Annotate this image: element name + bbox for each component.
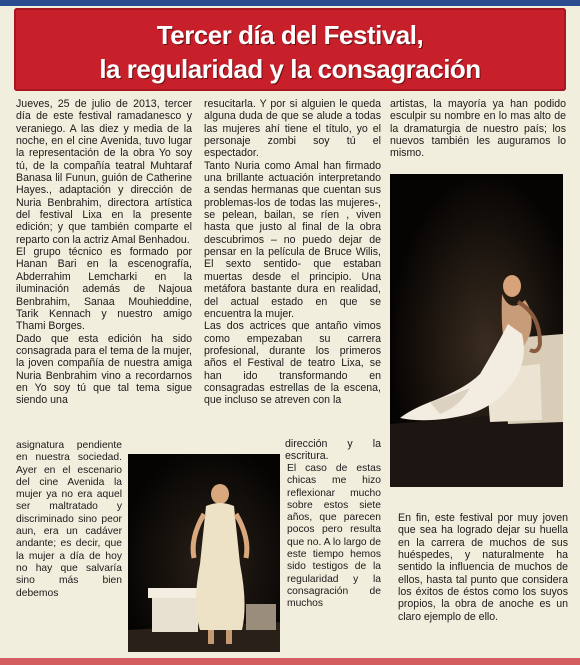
paragraph-direction: dirección y la escritura. [285,438,381,463]
title-line-1: Tercer día del Festival, [156,20,424,50]
column-1-narrow [16,440,122,600]
paragraph-reflection: El caso de estas chicas me hizo reflexionar mucho sobre estos siete años, que parecen pocos pero resulta que no. A lo largo de este tiempo hemos sido testigos de la regularidad y la consagración de muchos [287,463,381,610]
stage-photo-standing-actress [128,454,280,652]
paragraph-performance: Tanto Nuria como Amal han firmado una brillante actuación interpretando a sendas hermanas que cuentan sus problemas-los de todas las mujeres-, se pelean, bailan, se ríen , viven hasta que justo al final de la obra descubrimos – no puedo dejar de pensar en la película de Bruce Wilis, El sexto sentido- que estaban muertas desde el principio. Una metáfora bastante dura en realidad, del actual estado en que se encuentra la mujer. [204,159,381,320]
column-2-indent [285,438,381,463]
paragraph-resuscitate: resucitarla. Y por si alguien le queda alguna duda de que se alude a todas las mujeres ahí tiene el título, yo el personaje zombi soy tú el espectador. [204,98,381,160]
article-header [14,8,566,91]
column-2-narrow [287,463,381,611]
paragraph-intro: Jueves, 25 de julio de 2013, tercer día de este festival ramadanesco y veraniego. A las diez y media de la noche, en el cine Avenida, tuvo lugar la representación de la obra Yo soy tú, de la compañía teatral Muhtaraf Banasa lil Funun, guión de Catherine Hayes., adaptación y dirección de Nuria Benbrahim, directora artística del festival Lixa en la presente edición; y que también comparte el reparto con la actriz Amal Benhadou. [16,98,192,246]
paragraph-conclusion: En fin, este festival por muy joven que sea ha logrado dejar su huella en la carrera de muchos de sus huéspedes, y naturalmente ha sentido la influencia de muchos de ellos, hasta tal punto que considera los éxitos de éstos como los suyos propios, la obra de anoche es un claro ejemplo de ello. [398,512,568,623]
top-stripe [0,0,580,6]
column-1 [16,98,192,407]
paragraph-pending-subject: asignatura pendiente en nuestra sociedad. Ayer en el escenario del cine Avenida la mujer ya no era aquel ser maltratado y discriminado sino peor aun, era un cadáver andante; es decir, que la mujer a día de hoy no hay que salvaría sino más bien debemos [16,440,122,599]
stage-photo-seated-actress [390,174,563,487]
bottom-stripe [0,658,580,665]
paragraph-edition-theme: Dado que esta edición ha sido consagrada para el tema de la mujer, la joven compañía de nuestra amiga Nuria Benbrahim vino a recordarnos en Yo soy tú que tal tema sigue siendo una [16,332,192,407]
paragraph-technical-team: El grupo técnico es formado por Hanan Bari en la escenografía, Abderrahim Lemcharki en la iluminación además de Najoua Benbrahim, Sanaa Mouhieddine, Tarik Kennach y nuestro amigo Thami Borges. [16,246,192,333]
column-3-bottom [398,512,568,623]
paragraph-artists: artistas, la mayoría ya han podido esculpir su nombre en lo mas alto de la dramaturgia de nuestro país; los nuevos también les auguramos lo mismo. [390,98,566,160]
column-2 [204,98,381,407]
column-3-top [390,98,566,160]
paragraph-actresses: Las dos actrices que antaño vimos como empezaban su carrera profesional, durante los primeros años el Festival de teatro Lixa, se han ido transformando en consagradas estrellas de la escena, que incluso se atreven con la [204,320,381,407]
title-line-2: la regularidad y la consagración [99,54,481,84]
